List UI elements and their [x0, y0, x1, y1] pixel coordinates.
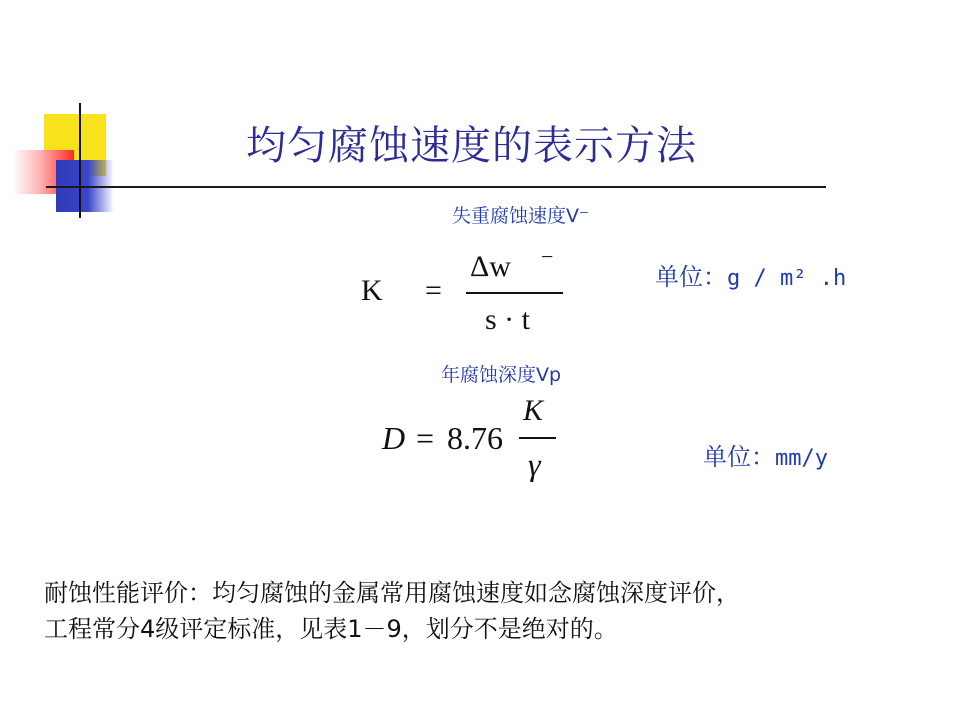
formula-numerator-superscript: −	[541, 244, 554, 269]
annual-depth-label: 年腐蚀深度Vp	[441, 364, 562, 386]
formula-numerator: Δw	[470, 250, 511, 283]
fraction-bar	[466, 292, 563, 294]
formula-lhs: K	[361, 274, 383, 307]
title-underline	[46, 186, 826, 188]
weight-loss-unit	[655, 257, 846, 292]
formula-denominator: γ	[528, 446, 541, 482]
formula-equals: =	[416, 420, 435, 456]
unit-value: mm/y	[775, 446, 828, 471]
formula-denominator: s · t	[485, 303, 530, 336]
formula-lhs: D	[382, 420, 406, 456]
formula-equals: =	[425, 274, 442, 307]
paragraph-line-2: 工程常分4级评定标准，见表1－9，划分不是绝对的。	[44, 615, 618, 643]
decorative-vertical-line	[79, 103, 81, 218]
paragraph-line-1: 耐蚀性能评价：均匀腐蚀的金属常用腐蚀速度如念腐蚀深度评价，	[44, 579, 740, 607]
slide-title: 均匀腐蚀速度的表示方法	[246, 123, 697, 169]
unit-value: g / m² .h	[727, 266, 847, 291]
annual-depth-unit	[703, 437, 828, 472]
formula-coefficient: 8.76	[447, 420, 503, 456]
unit-label: 单位：	[703, 443, 775, 471]
evaluation-paragraph	[44, 575, 956, 647]
unit-label: 单位：	[655, 263, 727, 291]
formula-numerator: K	[523, 394, 544, 427]
fraction-bar	[519, 437, 556, 439]
weight-loss-rate-label: 失重腐蚀速度V⁻	[452, 205, 590, 227]
